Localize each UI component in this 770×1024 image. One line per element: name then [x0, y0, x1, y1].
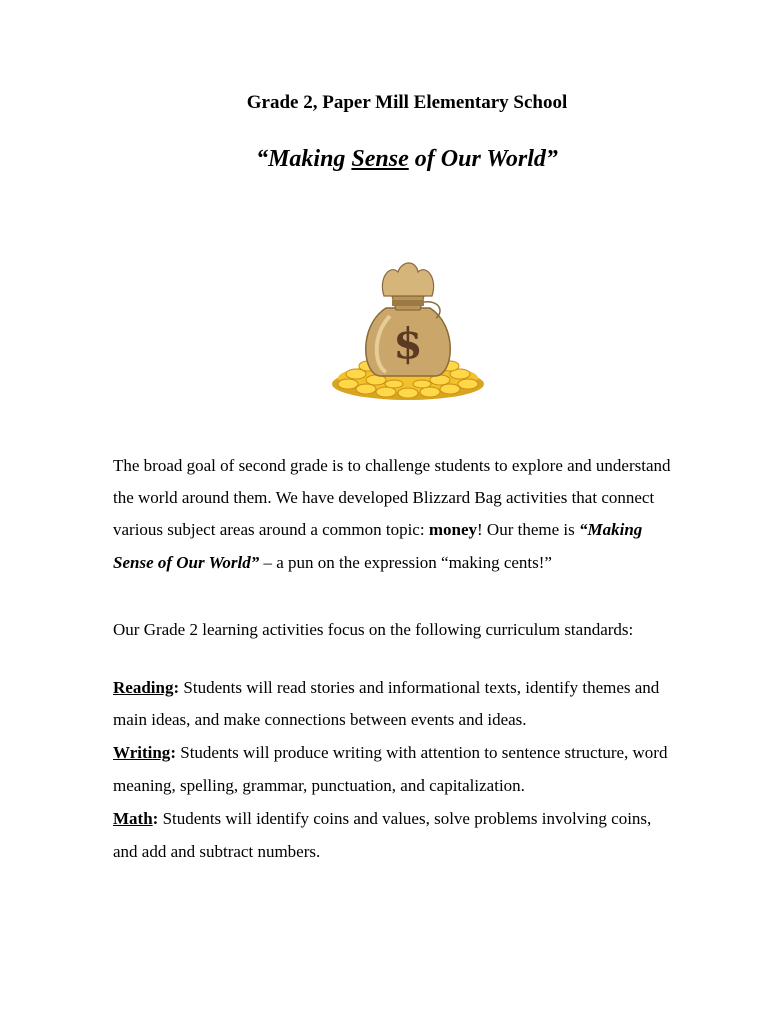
page-title	[22, 146, 770, 173]
intro-text: ! Our theme is	[477, 520, 579, 539]
reading-colon: :	[173, 678, 180, 697]
money-bag-icon	[328, 256, 488, 406]
reading-text: Students will read stories and informational texts, identify themes and	[179, 678, 660, 697]
writing-colon: :	[170, 743, 176, 762]
math-text: Students will identify coins and values, solve problems involving coins,	[158, 809, 652, 828]
writing-line-2: meaning, spelling, grammar, punctuation, and capitalization.	[113, 776, 525, 795]
title-underlined-word: Sense	[351, 146, 409, 172]
reading-line-2: main ideas, and make connections between events and ideas.	[113, 710, 527, 729]
intro-money-word: money	[428, 520, 477, 539]
reading-line-1	[113, 678, 659, 698]
writing-line-1	[113, 743, 667, 763]
math-colon: :	[152, 809, 159, 828]
writing-text: Students will produce writing with attention to sentence structure, word	[175, 743, 668, 762]
math-label: Math	[113, 809, 153, 828]
intro-text: various subject areas around a common topic:	[113, 520, 429, 539]
reading-label: Reading	[113, 678, 174, 697]
title-open: “Making	[256, 146, 352, 172]
math-line-2: and add and subtract numbers.	[113, 842, 321, 861]
intro-text: – a pun on the expression “making cents!”	[259, 553, 552, 572]
math-line-1	[113, 809, 651, 829]
page-heading: Grade 2, Paper Mill Elementary School	[246, 92, 568, 113]
intro-theme-end: Sense of Our World”	[113, 553, 260, 572]
intro-line-3	[113, 520, 642, 540]
intro-line-1: The broad goal of second grade is to challenge students to explore and understand	[113, 456, 671, 475]
writing-label: Writing	[113, 743, 171, 762]
svg-text:$: $	[393, 319, 423, 368]
intro-line-4	[113, 553, 552, 573]
intro-line-2: the world around them. We have developed Blizzard Bag activities that connect	[113, 488, 655, 507]
intro-theme-start: “Making	[578, 520, 643, 539]
standards-intro: Our Grade 2 learning activities focus on the following curriculum standards:	[113, 620, 634, 639]
title-close: of Our World”	[408, 146, 558, 172]
